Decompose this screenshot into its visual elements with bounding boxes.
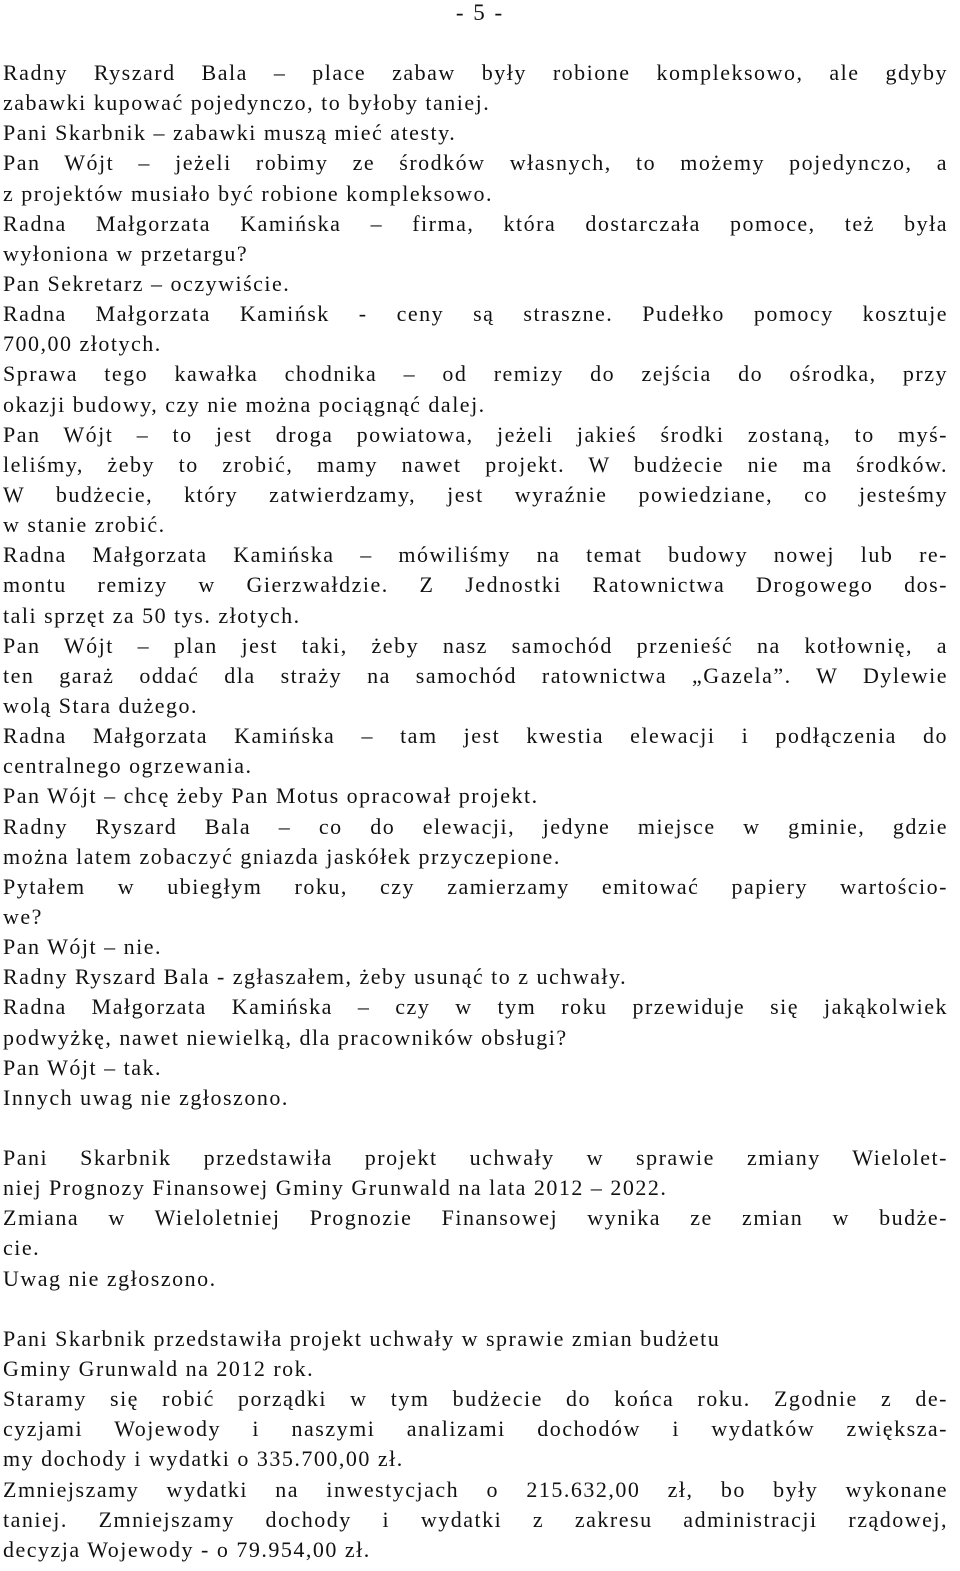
text-line: Radna Małgorzata Kamińska – czy w tym roku przewiduje się jakąkolwiek	[3, 994, 948, 1020]
paragraph	[3, 1475, 948, 1565]
document-body	[3, 58, 948, 1565]
text-line: Staramy się robić porządki w tym budżecie do końca roku. Zgodnie z de-	[3, 1386, 948, 1412]
paragraph	[3, 631, 948, 721]
text-line: montu remizy w Gierzwałdzie. Z Jednostki Ratownictwa Drogowego dos-	[3, 572, 948, 598]
text-line: tali sprzęt za 50 tys. złotych.	[3, 602, 301, 628]
paragraph	[3, 1264, 948, 1294]
paragraph	[3, 209, 948, 269]
text-line: my dochody i wydatki o 335.700,00 zł.	[3, 1446, 404, 1472]
paragraph	[3, 812, 948, 872]
text-line: wolą Stara dużego.	[3, 692, 198, 718]
text-line: zabawki kupować pojedynczo, to byłoby taniej.	[3, 90, 491, 116]
text-line: można latem zobaczyć gniazda jaskółek przyczepione.	[3, 843, 561, 869]
paragraph	[3, 1384, 948, 1474]
paragraph	[3, 148, 948, 208]
text-line: Pan Wójt – plan jest taki, żeby nasz samochód przenieść na kotłownię, a	[3, 632, 948, 658]
text-line: podwyżkę, nawet niewielką, dla pracowników obsługi?	[3, 1024, 568, 1050]
paragraph	[3, 1143, 948, 1203]
paragraph	[3, 962, 948, 992]
paragraph	[3, 721, 948, 781]
paragraph	[3, 1083, 948, 1113]
paragraph	[3, 58, 948, 118]
text-line: Pani Skarbnik – zabawki muszą mieć atesty.	[3, 120, 457, 146]
text-line: Radna Małgorzata Kamińska – mówiliśmy na temat budowy nowej lub re-	[3, 542, 948, 568]
text-line: cyzjami Wojewody i naszymi analizami dochodów i wydatków zwiększa-	[3, 1416, 948, 1442]
text-line: Pan Wójt – nie.	[3, 934, 162, 960]
text-line: Pan Wójt – to jest droga powiatowa, jeżeli jakieś środki zostaną, to myś-	[3, 421, 948, 447]
text-line: Pani Skarbnik przedstawiła projekt uchwały w sprawie zmiany Wielolet-	[3, 1145, 948, 1171]
text-line: Pan Sekretarz – oczywiście.	[3, 270, 291, 296]
text-line: W budżecie, który zatwierdzamy, jest wyraźnie powiedziane, co jesteśmy	[3, 481, 948, 507]
paragraph	[3, 781, 948, 811]
text-line: Pan Wójt – chcę żeby Pan Motus opracował projekt.	[3, 783, 539, 809]
paragraph	[3, 118, 948, 148]
text-line: cie.	[3, 1235, 41, 1261]
text-line: centralnego ogrzewania.	[3, 753, 253, 779]
text-line: w stanie zrobić.	[3, 512, 166, 538]
text-line: Sprawa tego kawałka chodnika – od remizy do zejścia do ośrodka, przy	[3, 361, 948, 387]
paragraph	[3, 359, 948, 419]
text-line: Pytałem w ubiegłym roku, czy zamierzamy emitować papiery wartościo-	[3, 873, 948, 899]
text-line: Radna Małgorzata Kamińska – tam jest kwestia elewacji i podłączenia do	[3, 723, 948, 749]
text-line: we?	[3, 903, 43, 929]
paragraph	[3, 299, 948, 359]
text-line: okazji budowy, czy nie można pociągnąć dalej.	[3, 391, 486, 417]
text-line: Radny Ryszard Bala - zgłaszałem, żeby usunąć to z uchwały.	[3, 964, 628, 990]
text-line: leliśmy, żeby to zrobić, mamy nawet projekt. W budżecie nie ma środków.	[3, 451, 948, 477]
text-line: Zmiana w Wieloletniej Prognozie Finansowej wynika ze zmian w budże-	[3, 1205, 948, 1231]
paragraph	[3, 420, 948, 541]
paragraph	[3, 540, 948, 630]
page-number: - 5 -	[455, 0, 505, 25]
text-line: Pan Wójt – jeżeli robimy ze środków własnych, to możemy pojedynczo, a	[3, 150, 948, 176]
paragraph	[3, 932, 948, 962]
text-line: z projektów musiało być robione kompleksowo.	[3, 180, 494, 206]
paragraph-spacer	[3, 1294, 948, 1324]
text-line: wyłoniona w przetargu?	[3, 240, 249, 266]
text-line: decyzja Wojewody - o 79.954,00 zł.	[3, 1536, 371, 1562]
paragraph	[3, 992, 948, 1052]
text-line: Zmniejszamy wydatki na inwestycjach o 215.632,00 zł, bo były wykonane	[3, 1476, 948, 1502]
text-line: Gminy Grunwald na 2012 rok.	[3, 1356, 315, 1382]
text-line: Radny Ryszard Bala – co do elewacji, jedyne miejsce w gminie, gdzie	[3, 813, 948, 839]
text-line: niej Prognozy Finansowej Gminy Grunwald na lata 2012 – 2022.	[3, 1175, 668, 1201]
text-line: Pani Skarbnik przedstawiła projekt uchwały w sprawie zmian budżetu	[3, 1325, 721, 1351]
paragraph	[3, 872, 948, 932]
text-line: Radna Małgorzata Kamińska – firma, która dostarczała pomoce, też była	[3, 210, 948, 236]
text-line: ten garaż oddać dla straży na samochód ratownictwa „Gazela”. W Dylewie	[3, 662, 948, 688]
paragraph	[3, 1324, 948, 1384]
text-line: Uwag nie zgłoszono.	[3, 1265, 217, 1291]
paragraph-spacer	[3, 1113, 948, 1143]
text-line: 700,00 złotych.	[3, 331, 162, 357]
text-line: Radny Ryszard Bala – place zabaw były robione kompleksowo, ale gdyby	[3, 60, 948, 85]
text-line: Radna Małgorzata Kamińsk - ceny są straszne. Pudełko pomocy kosztuje	[3, 301, 948, 327]
paragraph	[3, 269, 948, 299]
text-line: Innych uwag nie zgłoszono.	[3, 1084, 289, 1110]
text-line: Pan Wójt – tak.	[3, 1054, 162, 1080]
paragraph	[3, 1053, 948, 1083]
paragraph	[3, 1203, 948, 1263]
text-line: taniej. Zmniejszamy dochody i wydatki z zakresu administracji rządowej,	[3, 1506, 948, 1532]
